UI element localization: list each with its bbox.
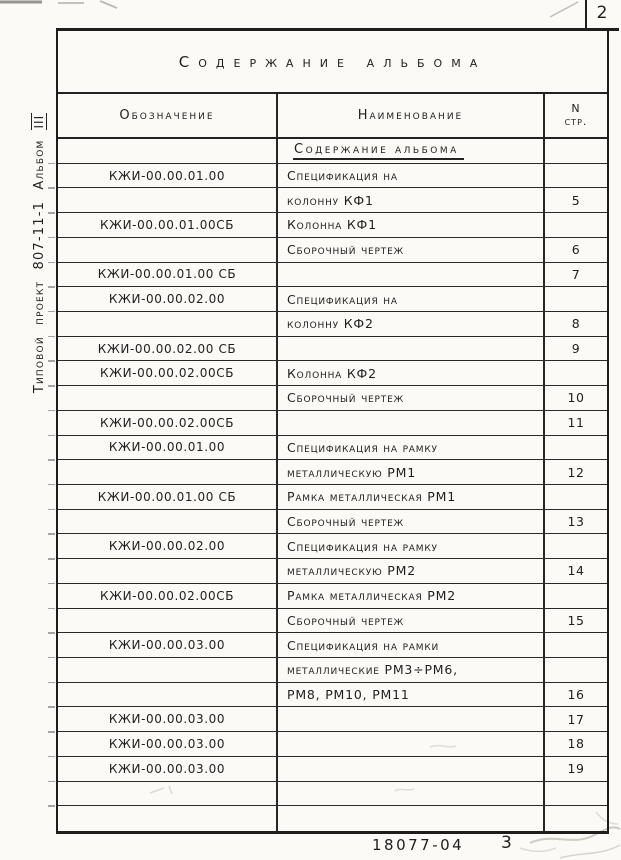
table-row [58, 559, 607, 584]
row-page [545, 287, 607, 311]
row-page: 6 [571, 242, 581, 258]
row-designation: КЖИ-00.00.03.00 [58, 707, 278, 731]
row-page [545, 164, 607, 188]
row-page [545, 658, 607, 682]
row-page: 17 [567, 711, 585, 727]
row-designation [58, 658, 278, 682]
table-row [58, 707, 607, 732]
row-page: 8 [571, 316, 581, 332]
row-designation: КЖИ-00.00.02.00 [58, 534, 278, 558]
row-page: 11 [567, 415, 585, 431]
row-name: металлические РМ3÷РМ6, [278, 658, 545, 682]
table-row [58, 658, 607, 683]
row-designation [58, 609, 278, 633]
row-name: металлическую РМ2 [278, 559, 545, 583]
row-designation: КЖИ-00.00.01.00 СБ [58, 485, 278, 509]
side-project-label [27, 57, 51, 449]
row-page [545, 782, 607, 806]
row-page: 19 [567, 761, 585, 777]
row-name [278, 806, 545, 831]
table-row [58, 633, 607, 658]
row-page [545, 806, 607, 831]
row-page: 9 [571, 341, 581, 357]
row-name [278, 757, 545, 781]
row-designation: КЖИ-00.00.03.00 [58, 757, 278, 781]
footer-sheet-number: 3 [501, 833, 512, 853]
row-name [278, 337, 545, 361]
table-body [58, 139, 607, 831]
row-name: Спецификация на рамки [278, 633, 545, 657]
row-page: 12 [567, 464, 585, 480]
row-designation: КЖИ-00.00.01.00СБ [58, 213, 278, 237]
row-page: 10 [567, 390, 585, 406]
table-row [58, 411, 607, 436]
table-row [58, 609, 607, 634]
row-name [278, 782, 545, 806]
table-row [58, 164, 607, 189]
row-designation: КЖИ-00.00.02.00СБ [58, 411, 278, 435]
row-designation [58, 188, 278, 212]
row-name: Содержание альбома [278, 139, 545, 163]
row-page [545, 436, 607, 460]
table-row [58, 238, 607, 263]
row-name: РМ8, РМ10, РМ11 [278, 683, 545, 707]
row-name [278, 263, 545, 287]
row-page: 5 [571, 192, 581, 208]
table-row [58, 510, 607, 535]
table-row [58, 782, 607, 807]
table-title: Содержание альбома [178, 52, 487, 71]
row-designation: КЖИ-00.00.01.00 [58, 436, 278, 460]
table-row [58, 386, 607, 411]
row-name: колонну КФ1 [278, 188, 545, 212]
row-name: Спецификация на [278, 287, 545, 311]
row-name: Сборочный чертеж [278, 238, 545, 262]
row-designation: КЖИ-00.00.02.00 СБ [58, 337, 278, 361]
row-designation [58, 312, 278, 336]
row-page [545, 633, 607, 657]
page-number-box-line [585, 0, 587, 29]
row-name: Сборочный чертеж [278, 386, 545, 410]
table-row [58, 213, 607, 238]
table-row [58, 485, 607, 510]
table-row [58, 806, 607, 831]
row-designation [58, 238, 278, 262]
contents-table [56, 28, 609, 834]
row-page [545, 361, 607, 385]
col-header-name: Наименование [278, 94, 545, 137]
row-page [545, 584, 607, 608]
table-row [58, 188, 607, 213]
table-row [58, 361, 607, 386]
table-row [58, 312, 607, 337]
row-name: Спецификация на рамку [278, 436, 545, 460]
row-page: 14 [567, 563, 585, 579]
row-designation: КЖИ-00.00.03.00 [58, 732, 278, 756]
row-designation: КЖИ-00.00.02.00СБ [58, 584, 278, 608]
row-designation [58, 139, 278, 163]
row-name [278, 707, 545, 731]
table-row [58, 287, 607, 312]
table-row [58, 683, 607, 708]
col-header-designation: Обозначение [58, 94, 278, 137]
row-name: Колонна КФ1 [278, 213, 545, 237]
row-designation [58, 782, 278, 806]
row-designation: КЖИ-00.00.03.00 [58, 633, 278, 657]
table-row [58, 732, 607, 757]
row-designation: КЖИ-00.00.01.00 [58, 164, 278, 188]
row-name: Сборочный чертеж [278, 510, 545, 534]
table-title-row [58, 31, 607, 94]
row-designation [58, 683, 278, 707]
table-row [58, 534, 607, 559]
row-name: Сборочный чертеж [278, 609, 545, 633]
row-page [545, 485, 607, 509]
row-name: Спецификация на [278, 164, 545, 188]
row-page [545, 139, 607, 163]
row-page: 18 [567, 736, 585, 752]
row-page: 16 [567, 687, 585, 703]
table-row [58, 436, 607, 461]
row-name: Рамка металлическая РМ2 [278, 584, 545, 608]
row-name [278, 732, 545, 756]
page-number: 2 [596, 3, 608, 23]
row-designation: КЖИ-00.00.01.00 СБ [58, 263, 278, 287]
row-name: Колонна КФ2 [278, 361, 545, 385]
table-header-row [58, 94, 607, 139]
row-name: Рамка металлическая РМ1 [278, 485, 545, 509]
row-page [545, 213, 607, 237]
table-row [58, 139, 607, 164]
col-header-page-line2: стр. [564, 114, 588, 128]
row-name: металлическую РМ1 [278, 460, 545, 484]
row-page: 7 [571, 266, 581, 282]
table-row [58, 584, 607, 609]
row-designation [58, 460, 278, 484]
row-designation [58, 559, 278, 583]
table-row [58, 757, 607, 782]
table-row [58, 337, 607, 362]
row-designation [58, 386, 278, 410]
row-designation: КЖИ-00.00.02.00 [58, 287, 278, 311]
row-designation [58, 510, 278, 534]
table-row [58, 263, 607, 288]
col-header-page [545, 94, 607, 137]
col-header-page-line1: N [571, 101, 581, 115]
row-name: колонну КФ2 [278, 312, 545, 336]
row-designation: КЖИ-00.00.02.00СБ [58, 361, 278, 385]
row-page: 13 [567, 514, 585, 530]
album-roman-numeral: III [32, 114, 46, 129]
row-page: 15 [567, 612, 585, 628]
side-label-text: Типовой проект 807-11-1 Альбом [31, 139, 47, 394]
footer-document-code: 18077-04 [372, 836, 465, 854]
row-page [545, 534, 607, 558]
row-designation [58, 806, 278, 831]
row-name [278, 411, 545, 435]
row-name: Спецификация на рамку [278, 534, 545, 558]
table-row [58, 460, 607, 485]
